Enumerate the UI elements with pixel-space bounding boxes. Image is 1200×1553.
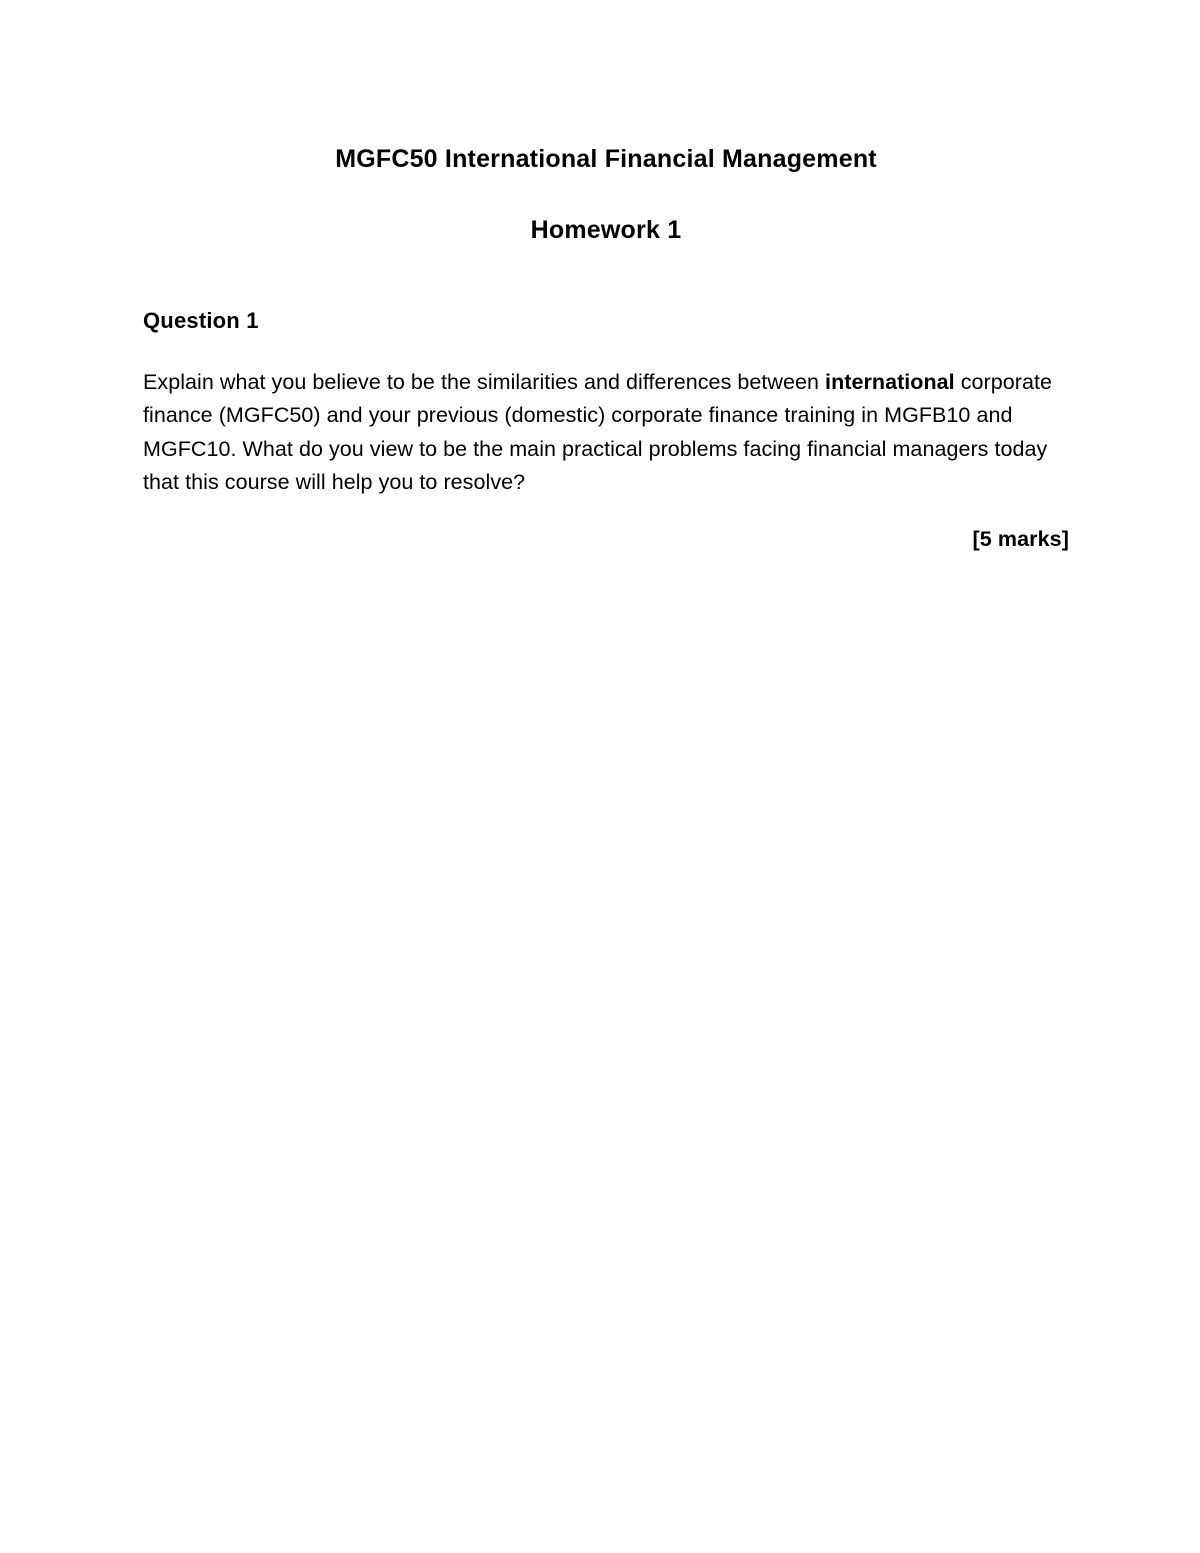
document-subtitle: Homework 1	[530, 215, 682, 244]
document-content	[143, 0, 1069, 1552]
question-body	[143, 334, 1069, 499]
question-body-text-before: Explain what you believe to be the similarities and differences between	[143, 370, 826, 394]
marks-label: [5 marks]	[972, 527, 1069, 552]
question-body-text-after: corporate finance (MGFC50) and your previous (domestic) corporate finance training in MGFB10 and MGFC10. What do you view to be the main practical problems facing financial managers today that this course will help you to resolve?	[143, 370, 1053, 494]
question-body-emphasis: international	[825, 370, 955, 394]
question-heading: Question 1	[143, 308, 259, 333]
page-title: MGFC50 International Financial Management	[335, 145, 877, 173]
page-whitespace	[143, 552, 1069, 1552]
